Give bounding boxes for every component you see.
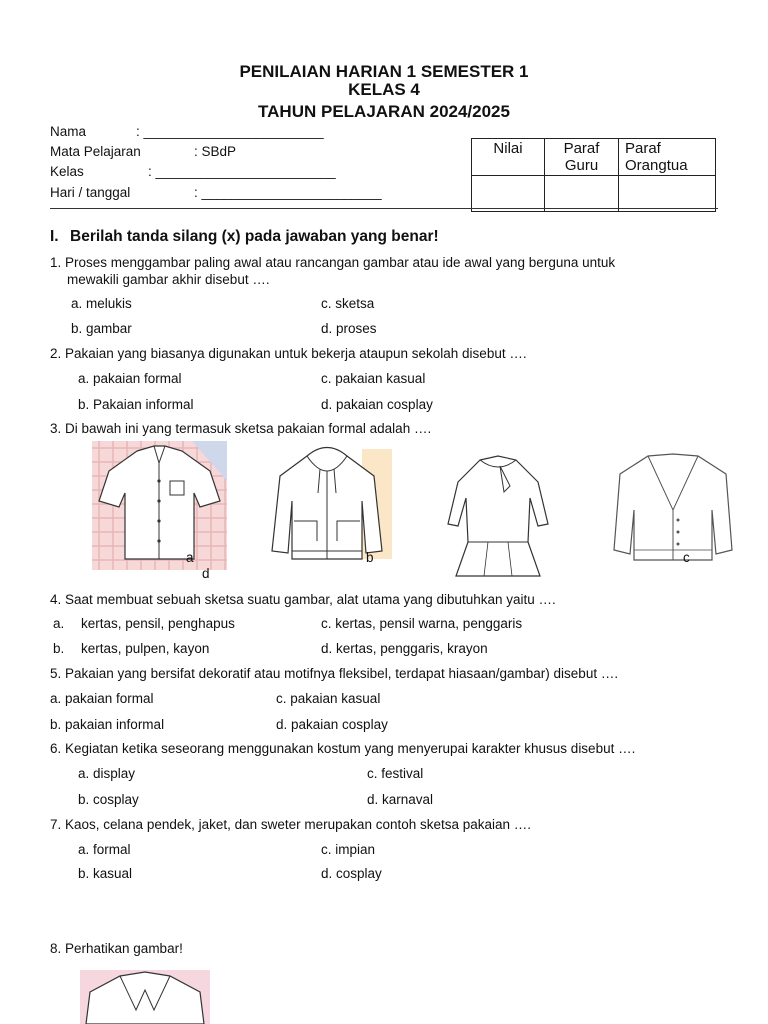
q1-option-d[interactable]: d. proses (321, 321, 377, 336)
score-cell-paraf-ortu[interactable] (619, 176, 716, 212)
class-field[interactable]: : ________________________ (148, 164, 336, 179)
q3-image-label-d: d (202, 566, 210, 581)
q1-option-a[interactable]: a. melukis (71, 296, 132, 311)
question-6-stem: 6. Kegiatan ketika seseorang menggunakan kostum yang menyerupai karakter khusus disebut …. (50, 741, 636, 756)
score-cell-paraf-guru[interactable] (545, 176, 619, 212)
q7-option-d[interactable]: d. cosplay (321, 866, 382, 881)
q6-option-d[interactable]: d. karnaval (367, 792, 434, 807)
subject-label: Mata Pelajaran (50, 144, 141, 159)
question-1-stem-cont: mewakili gambar akhir disebut …. (67, 272, 270, 287)
date-field[interactable]: : ________________________ (194, 185, 382, 200)
shirt-sketch-image[interactable] (92, 441, 227, 570)
score-cell-nilai[interactable] (472, 176, 545, 212)
exam-title: PENILAIAN HARIAN 1 SEMESTER 1 (239, 62, 529, 81)
score-header-nilai: Nilai (472, 139, 545, 176)
header-divider (50, 208, 718, 209)
q3-image-label-a: a (186, 550, 194, 565)
q1-option-b[interactable]: b. gambar (71, 321, 132, 336)
q1-option-c[interactable]: c. sketsa (321, 296, 375, 311)
q4-option-b[interactable]: kertas, pulpen, kayon (81, 641, 210, 656)
q2-option-d[interactable]: d. pakaian cosplay (321, 397, 433, 412)
q7-option-b[interactable]: b. kasual (78, 866, 133, 881)
question-1-stem: 1. Proses menggambar paling awal atau rancangan gambar atau ide awal yang berguna untuk (50, 255, 616, 270)
q6-option-a[interactable]: a. display (78, 766, 136, 781)
q4-option-a-letter: a. (53, 616, 65, 631)
q6-option-b[interactable]: b. cosplay (78, 792, 139, 807)
subject-value: : SBdP (194, 144, 237, 159)
q4-option-d[interactable]: d. kertas, penggaris, krayon (321, 641, 488, 656)
q2-option-b[interactable]: b. Pakaian informal (78, 397, 194, 412)
q3-image-label-c: c (683, 550, 690, 565)
q5-option-b[interactable]: b. pakaian informal (50, 717, 165, 732)
exam-year: TAHUN PELAJARAN 2024/2025 (258, 102, 510, 121)
cardigan-sketch-image[interactable] (608, 450, 738, 568)
q5-option-c[interactable]: c. pakaian kasual (276, 691, 381, 706)
question-4-stem: 4. Saat membuat sebuah sketsa suatu gambar, alat utama yang dibutuhkan yaitu …. (50, 592, 556, 607)
question-3-stem: 3. Di bawah ini yang termasuk sketsa pakaian formal adalah …. (50, 421, 432, 436)
q7-option-c[interactable]: c. impian (321, 842, 376, 857)
q5-option-d[interactable]: d. pakaian cosplay (276, 717, 388, 732)
name-label: Nama (50, 124, 87, 139)
question-7-stem: 7. Kaos, celana pendek, jaket, dan sweter merupakan contoh sketsa pakaian …. (50, 817, 532, 832)
date-label: Hari / tanggal (50, 185, 131, 200)
q4-option-b-letter: b. (53, 641, 65, 656)
dress-sketch-image[interactable] (438, 452, 558, 580)
q5-option-a[interactable]: a. pakaian formal (50, 691, 154, 706)
question-8-stem: 8. Perhatikan gambar! (50, 941, 183, 956)
q6-option-c[interactable]: c. festival (367, 766, 424, 781)
blazer-sketch-image (80, 970, 210, 1024)
exam-class: KELAS 4 (348, 80, 420, 99)
q7-option-a[interactable]: a. formal (78, 842, 131, 857)
question-2-stem: 2. Pakaian yang biasanya digunakan untuk bekerja ataupun sekolah disebut …. (50, 346, 527, 361)
q4-option-a[interactable]: kertas, pensil, penghapus (81, 616, 235, 631)
score-header-paraf-ortu: Paraf Orangtua (619, 139, 716, 176)
score-table (471, 138, 716, 212)
name-field[interactable]: : ________________________ (136, 124, 324, 139)
q3-image-label-b: b (366, 550, 374, 565)
section-numeral: I. (50, 228, 59, 245)
score-header-paraf-guru: Paraf Guru (545, 139, 619, 176)
q4-option-c[interactable]: c. kertas, pensil warna, penggaris (321, 616, 523, 631)
question-5-stem: 5. Pakaian yang bersifat dekoratif atau motifnya fleksibel, terdapat hiasaan/gambar) disebut …. (50, 666, 619, 681)
section-title: Berilah tanda silang (x) pada jawaban yang benar! (70, 228, 439, 245)
q2-option-c[interactable]: c. pakaian kasual (321, 371, 426, 386)
class-label: Kelas (50, 164, 84, 179)
q2-option-a[interactable]: a. pakaian formal (78, 371, 182, 386)
